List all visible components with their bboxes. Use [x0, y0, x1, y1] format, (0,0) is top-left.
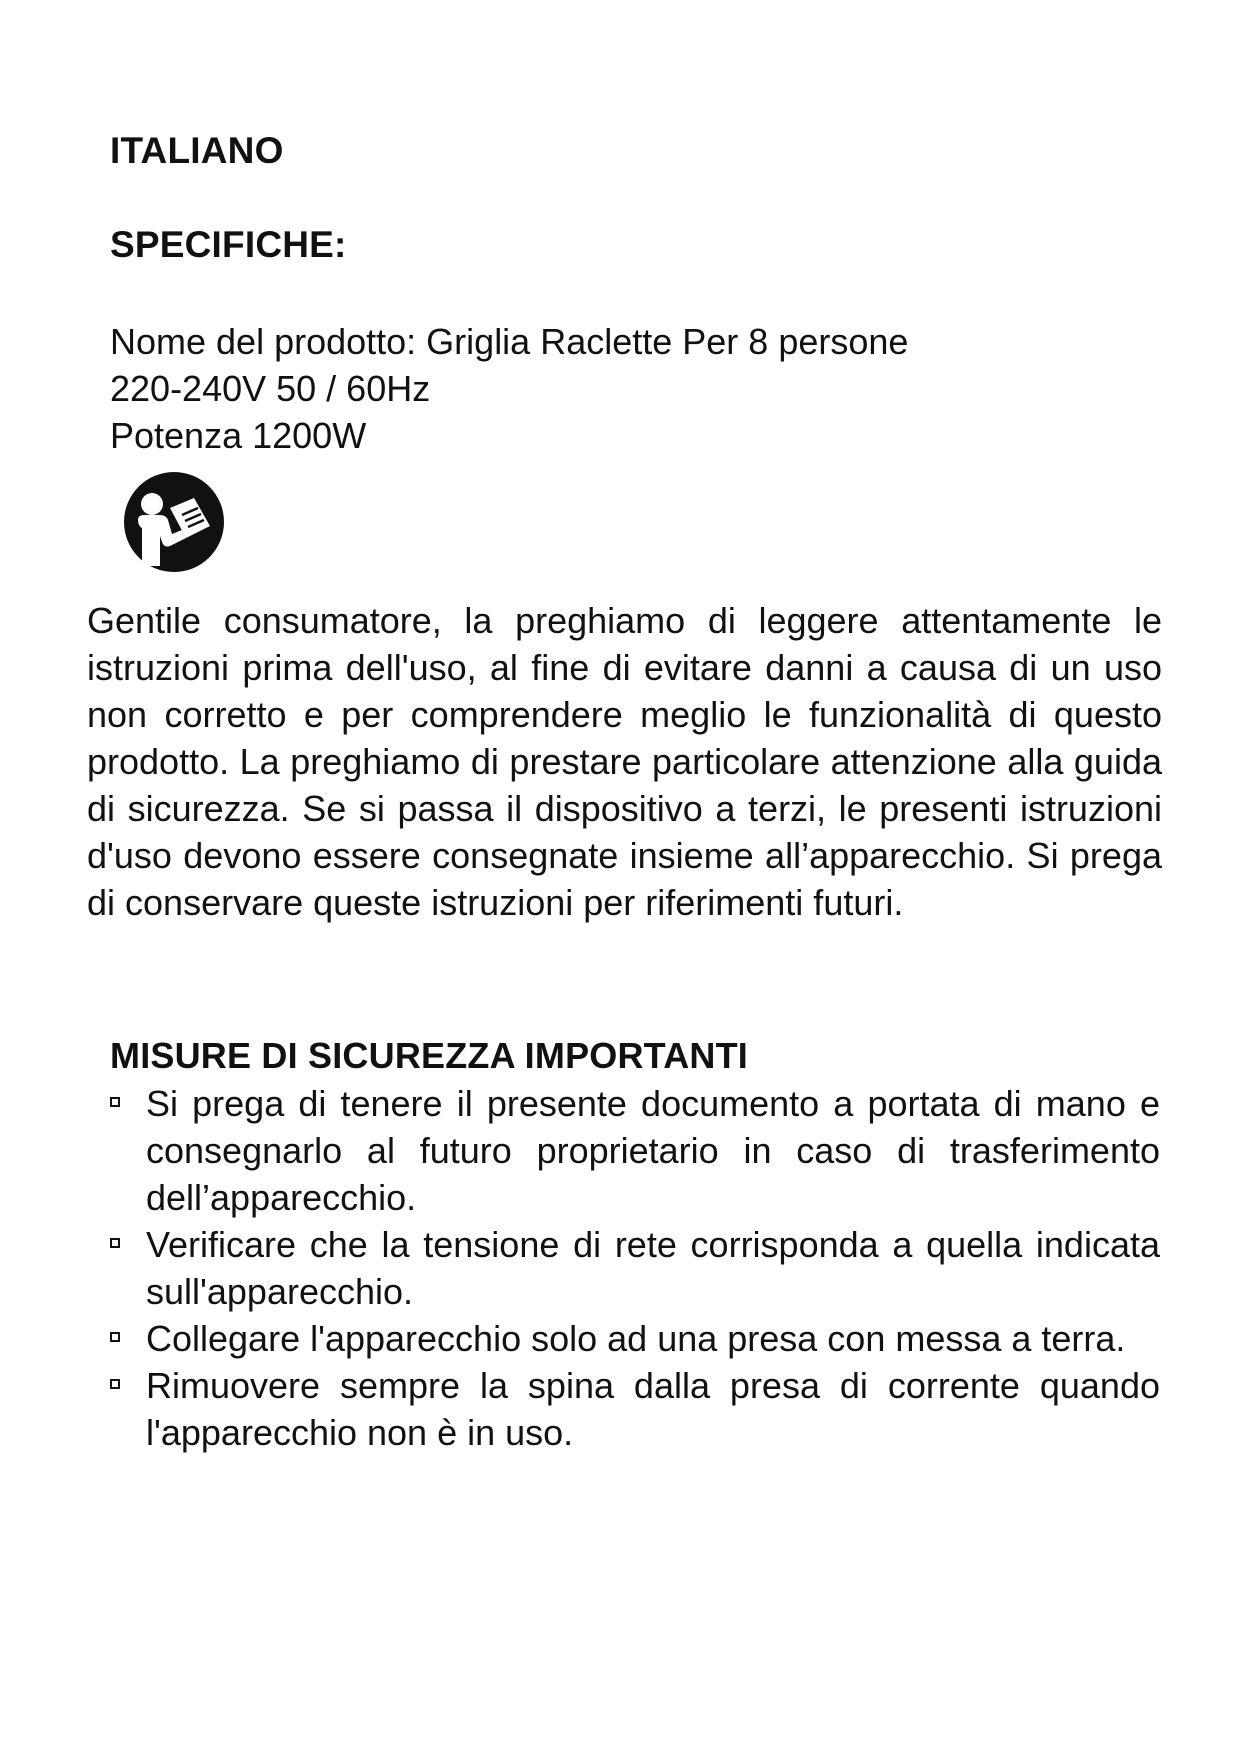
list-item-text: Rimuovere sempre la spina dalla presa di corrente quando l'apparecchio non è in uso.	[146, 1365, 1160, 1453]
specs-heading: SPECIFICHE:	[110, 224, 347, 265]
list-item-text: Verificare che la tensione di rete corrisponda a quella indicata sull'apparecchio.	[146, 1224, 1160, 1312]
safety-list	[110, 1080, 1160, 1456]
checkbox-bullet-icon	[110, 1097, 120, 1107]
intro-paragraph: Gentile consumatore, la preghiamo di leggere attentamente le istruzioni prima dell'uso, al fine di evitare danni a causa di un uso non corretto e per comprendere meglio le funzionalità di questo prodotto. La preghiamo di prestare particolare attenzione alla guida di sicurezza. Se si passa il dispositivo a terzi, le presenti istruzioni d'uso devono essere consegnate insieme all’apparecchio. Si prega di conservare queste istruzioni per riferimenti futuri.	[87, 600, 1162, 923]
read-manual-icon	[122, 468, 226, 576]
list-item-text: Collegare l'apparecchio solo ad una presa con messa a terra.	[146, 1318, 1126, 1359]
list-item	[110, 1080, 1160, 1221]
list-item	[110, 1221, 1160, 1315]
checkbox-bullet-icon	[110, 1238, 120, 1248]
spec-power: Potenza 1200W	[110, 415, 367, 456]
list-item	[110, 1315, 1160, 1362]
list-item-text: Si prega di tenere il presente documento a portata di mano e consegnarlo al futuro proprietario in caso di trasferimento dell’apparecchio.	[146, 1083, 1160, 1218]
spec-voltage: 220-240V 50 / 60Hz	[110, 368, 431, 409]
spec-product-name: Nome del prodotto: Griglia Raclette Per 8 persone	[110, 321, 909, 362]
list-item	[110, 1362, 1160, 1456]
checkbox-bullet-icon	[110, 1379, 120, 1389]
safety-heading: MISURE DI SICUREZZA IMPORTANTI	[110, 1035, 748, 1076]
specs-block	[110, 318, 908, 459]
checkbox-bullet-icon	[110, 1332, 120, 1342]
language-heading: ITALIANO	[110, 130, 284, 171]
